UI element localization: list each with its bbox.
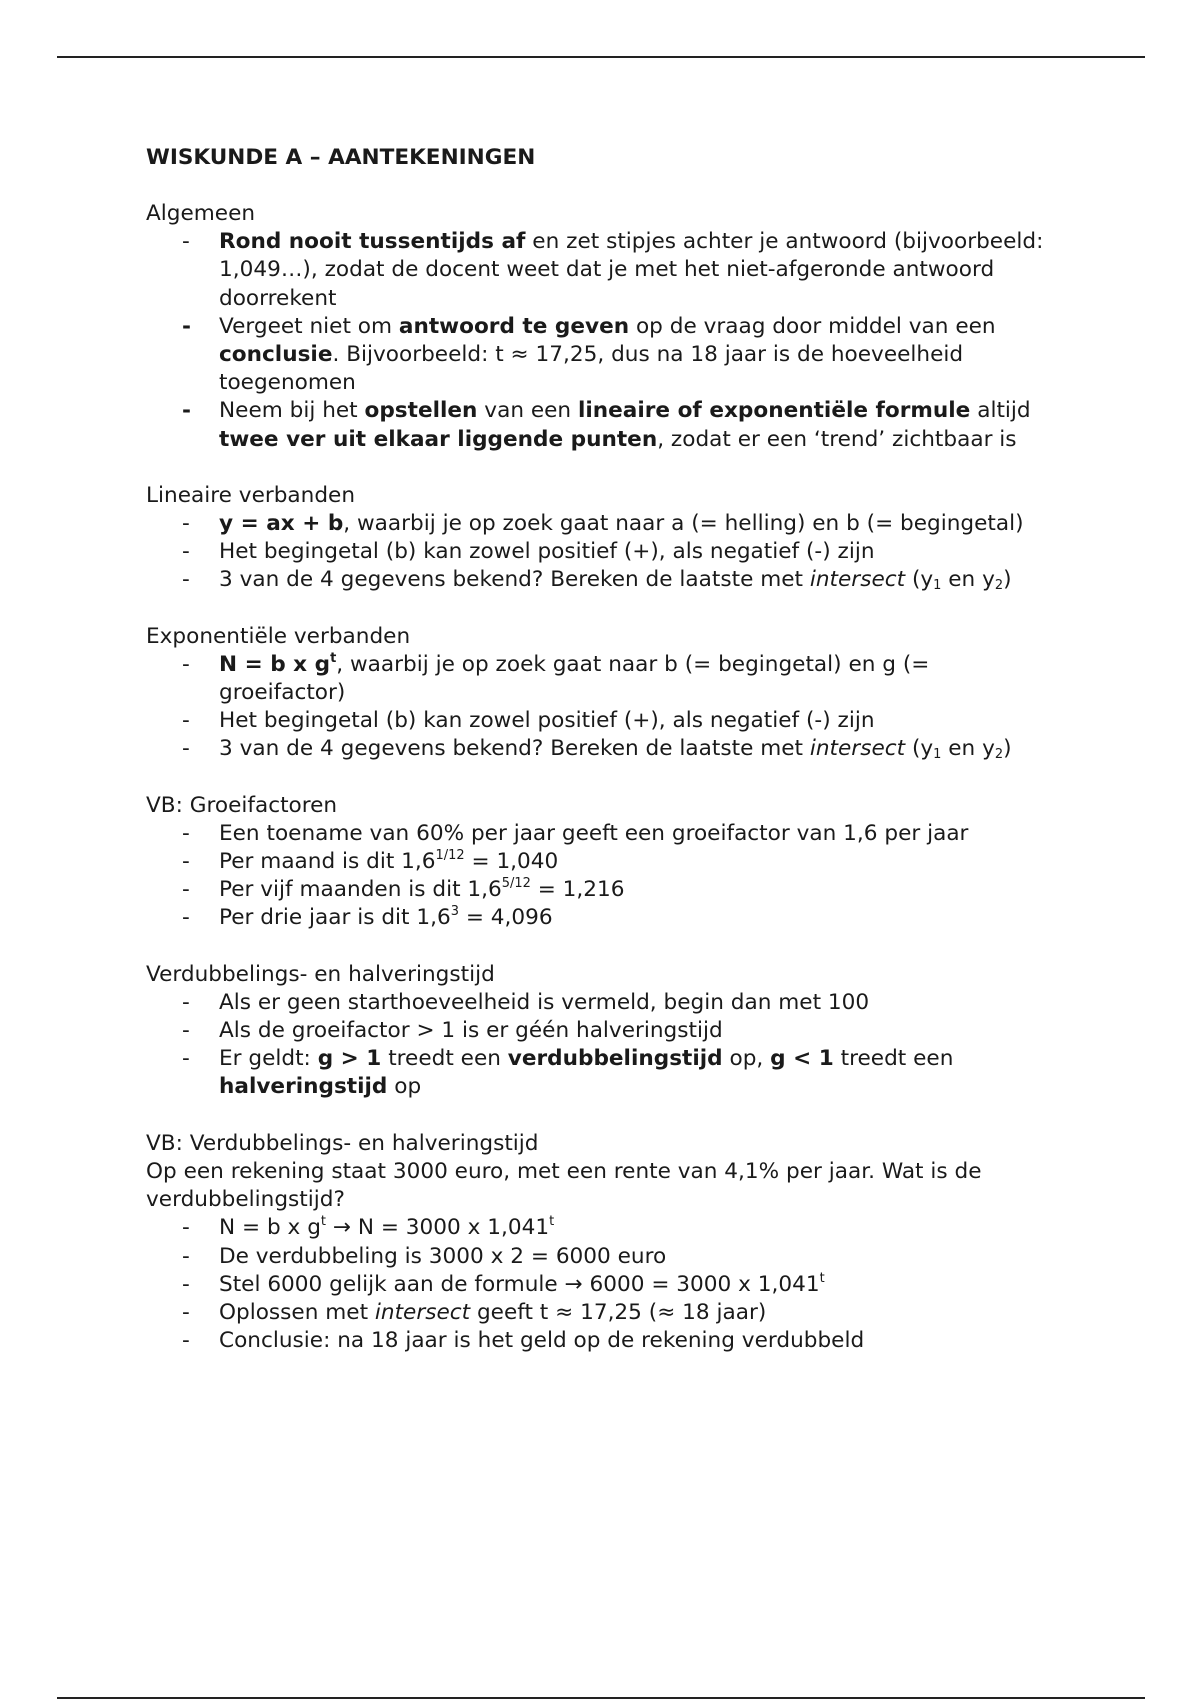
list-item xyxy=(146,904,1051,932)
bullet-dash: - xyxy=(182,1243,190,1269)
bold-text: conclusie xyxy=(219,342,333,368)
document-title: WISKUNDE A – AANTEKENINGEN xyxy=(146,145,536,170)
bold-text: g < 1 xyxy=(770,1046,834,1072)
item-text: ) xyxy=(1003,567,1012,593)
bullet-list xyxy=(146,989,1051,1102)
list-item xyxy=(146,820,1051,848)
item-text: = 1,040 xyxy=(464,849,559,875)
bullet-dash: - xyxy=(182,877,190,903)
superscript: t xyxy=(819,1270,825,1286)
formula-text: y = ax + b xyxy=(219,511,344,537)
superscript: t xyxy=(549,1214,555,1230)
section-algemeen xyxy=(146,200,1051,454)
bold-text: twee ver uit elkaar liggende punten xyxy=(219,426,658,452)
item-text: 3 van de 4 gegevens bekend? Bereken de laatste met xyxy=(219,567,810,593)
section-vb-groeifactoren xyxy=(146,792,1051,933)
bullet-list xyxy=(146,1214,1051,1355)
header-rule xyxy=(57,56,1145,58)
item-text: Conclusie: na 18 jaar is het geld op de rekening verdubbeld xyxy=(219,1328,865,1354)
bullet-dash: - xyxy=(182,1215,190,1241)
item-text: Als er geen starthoeveelheid is vermeld, begin dan met 100 xyxy=(219,989,870,1015)
example-paragraph: Op een rekening staat 3000 euro, met een rente van 4,1% per jaar. Wat is de verdubbelingstijd? xyxy=(146,1158,982,1213)
section-exponentiele-verbanden xyxy=(146,623,1051,764)
item-text: en y xyxy=(941,736,995,762)
bullet-dash: - xyxy=(182,905,190,931)
superscript: 3 xyxy=(450,904,459,920)
bullet-dash: - xyxy=(182,736,190,762)
bullet-dash: - xyxy=(182,1018,190,1044)
item-text: Het begingetal (b) kan zowel positief (+), als negatief (-) zijn xyxy=(219,539,875,565)
item-text: Een toename van 60% per jaar geeft een groeifactor van 1,6 per jaar xyxy=(219,820,969,846)
bold-text: antwoord te geven xyxy=(398,313,630,339)
item-text: op de vraag door middel van een xyxy=(629,313,996,339)
bullet-dash: - xyxy=(182,567,190,593)
item-text: en zet stipjes achter je antwoord (bijvoorbeeld: 1,049…), zodat de docent weet dat je met het niet-afgeronde antwoord doorrekent xyxy=(219,229,1044,311)
bullet-dash: - xyxy=(182,820,190,846)
item-text: treedt een xyxy=(833,1046,954,1072)
bold-text: Rond nooit tussentijds af xyxy=(219,229,526,255)
list-item xyxy=(146,1243,1051,1271)
footer-rule xyxy=(57,1697,1145,1699)
superscript: t xyxy=(320,1214,326,1230)
list-item xyxy=(146,1017,1051,1045)
subscript: 2 xyxy=(994,578,1004,594)
list-item xyxy=(146,1327,1051,1355)
item-text: Als de groeifactor > 1 is er géén halveringstijd xyxy=(219,1018,723,1044)
bullet-dash: - xyxy=(182,651,190,677)
item-text: , waarbij je op zoek gaat naar a (= helling) en b (= begingetal) xyxy=(343,511,1024,537)
bullet-dash: - xyxy=(182,1328,190,1354)
item-text: (y xyxy=(905,567,934,593)
item-text: geeft t ≈ 17,25 (≈ 18 jaar) xyxy=(470,1299,767,1325)
item-text: op xyxy=(387,1074,422,1100)
formula-text: N = b x g xyxy=(219,651,331,677)
bullet-list xyxy=(146,820,1051,933)
item-text: N = b x g xyxy=(219,1215,321,1241)
subscript: 1 xyxy=(933,747,942,763)
bold-text: opstellen xyxy=(364,398,478,424)
list-item xyxy=(146,735,1051,763)
item-text: , zodat er een ‘trend’ zichtbaar is xyxy=(657,426,1017,452)
bold-text: halveringstijd xyxy=(219,1074,388,1100)
italic-text: intersect xyxy=(809,567,906,593)
list-item xyxy=(146,651,1051,707)
section-verdubbelingstijd xyxy=(146,961,1051,1102)
list-item xyxy=(146,510,1051,538)
section-heading: Exponentiële verbanden xyxy=(146,623,411,649)
section-heading: VB: Verdubbelings- en halveringstijd xyxy=(146,1130,539,1156)
section-vb-verdubbelingstijd xyxy=(146,1130,1051,1356)
list-item xyxy=(146,566,1051,594)
item-text: treedt een xyxy=(381,1046,508,1072)
list-item xyxy=(146,848,1051,876)
bullet-dash: - xyxy=(182,1046,190,1072)
bullet-dash: - xyxy=(182,539,190,565)
list-item xyxy=(146,228,1051,313)
bullet-dash: - xyxy=(182,313,191,339)
superscript: 1/12 xyxy=(435,848,465,863)
item-text: . Bijvoorbeeld: t ≈ 17,25, dus na 18 jaar is de hoeveelheid toegenomen xyxy=(219,342,964,396)
item-text: en y xyxy=(941,567,995,593)
bullet-dash: - xyxy=(182,1299,190,1325)
item-text: Vergeet niet om xyxy=(219,313,399,339)
item-text: , waarbij je op zoek gaat naar b (= begingetal) en g (= groeifactor) xyxy=(219,651,930,706)
item-text: 3 van de 4 gegevens bekend? Bereken de laatste met xyxy=(219,736,810,762)
section-heading: Lineaire verbanden xyxy=(146,482,356,508)
item-text: Stel 6000 gelijk aan de formule → 6000 = 3000 x 1,041 xyxy=(219,1271,820,1297)
item-text: altijd xyxy=(970,398,1031,424)
item-text: → N = 3000 x 1,041 xyxy=(326,1215,550,1241)
list-item xyxy=(146,989,1051,1017)
section-heading: Algemeen xyxy=(146,201,256,226)
bullet-dash: - xyxy=(182,849,190,875)
item-text: Er geldt: xyxy=(219,1046,318,1072)
item-text: op, xyxy=(722,1046,771,1072)
item-text: van een xyxy=(477,398,578,424)
item-text: = 1,216 xyxy=(530,877,625,903)
list-item xyxy=(146,707,1051,735)
italic-text: intersect xyxy=(374,1299,471,1325)
bullet-list xyxy=(146,510,1051,595)
item-text: De verdubbeling is 3000 x 2 = 6000 euro xyxy=(219,1243,667,1269)
list-item xyxy=(146,1299,1051,1327)
list-item xyxy=(146,313,1051,398)
bullet-dash: - xyxy=(182,989,190,1015)
item-text: Per maand is dit 1,6 xyxy=(219,849,436,875)
list-item xyxy=(146,538,1051,566)
item-text: Het begingetal (b) kan zowel positief (+), als negatief (-) zijn xyxy=(219,708,875,734)
item-text: (y xyxy=(905,736,934,762)
item-text: Neem bij het xyxy=(219,398,365,424)
bullet-dash: - xyxy=(182,511,190,537)
list-item xyxy=(146,876,1051,904)
item-text: = 4,096 xyxy=(458,905,553,931)
item-text: ) xyxy=(1003,736,1012,762)
bold-text: verdubbelingstijd xyxy=(507,1046,723,1072)
section-heading: VB: Groeifactoren xyxy=(146,792,338,818)
bold-text: lineaire of exponentiële formule xyxy=(577,398,971,424)
list-item xyxy=(146,1214,1051,1242)
bullet-dash: - xyxy=(182,708,190,734)
item-text: Per drie jaar is dit 1,6 xyxy=(219,905,451,931)
bold-text: g > 1 xyxy=(317,1046,382,1072)
superscript: 5/12 xyxy=(501,876,531,892)
item-text: Oplossen met xyxy=(219,1299,375,1325)
document-body xyxy=(146,144,1051,1383)
bullet-list xyxy=(146,651,1051,764)
list-item xyxy=(146,1271,1051,1299)
superscript: t xyxy=(330,650,337,666)
bullet-dash: - xyxy=(182,1271,190,1297)
list-item xyxy=(146,397,1051,453)
item-text: Per vijf maanden is dit 1,6 xyxy=(219,877,502,903)
subscript: 1 xyxy=(933,578,942,594)
section-lineaire-verbanden xyxy=(146,482,1051,595)
bullet-dash: - xyxy=(182,229,190,255)
list-item xyxy=(146,1045,1051,1101)
bullet-list xyxy=(146,228,1051,454)
bullet-dash: - xyxy=(182,398,191,424)
section-heading: Verdubbelings- en halveringstijd xyxy=(146,961,495,987)
italic-text: intersect xyxy=(809,736,906,762)
subscript: 2 xyxy=(994,747,1004,763)
